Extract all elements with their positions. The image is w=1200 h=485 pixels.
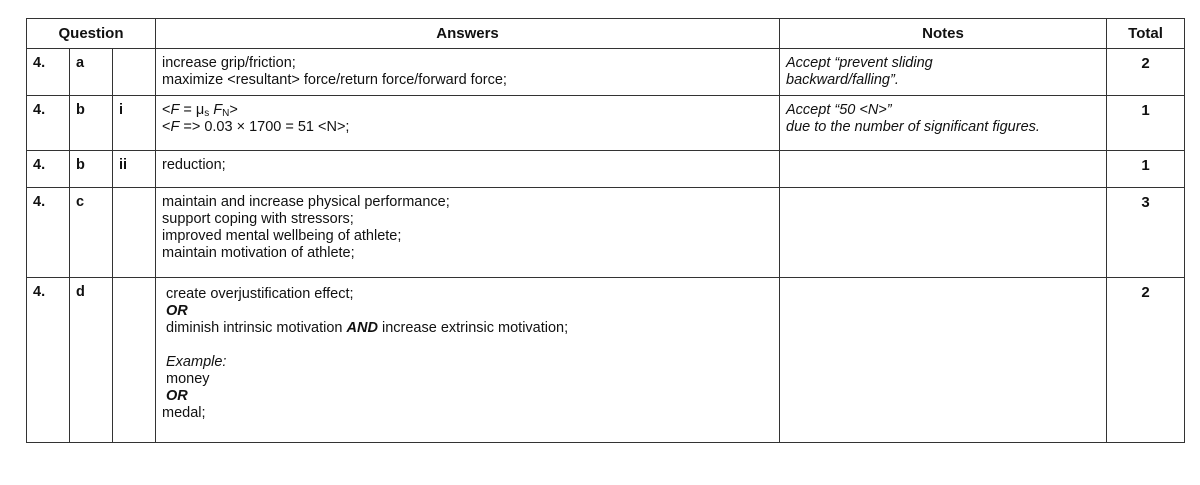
header-answers: Answers — [156, 19, 780, 49]
text: => 0.03 × 1700 = 51 <N>; — [179, 119, 350, 135]
answers-cell — [156, 278, 780, 443]
question-part: b — [70, 151, 113, 188]
note-line: backward/falling”. — [786, 72, 899, 88]
text: = μ — [179, 102, 205, 118]
question-number: 4. — [27, 188, 70, 278]
question-number: 4. — [27, 278, 70, 443]
note-line: Accept “50 <N>” — [786, 102, 892, 118]
answer-line: support coping with stressors; — [162, 211, 354, 227]
or-connector: OR — [166, 303, 188, 319]
total-mark: 1 — [1107, 151, 1185, 188]
table-row — [27, 188, 1185, 278]
question-number: 4. — [27, 96, 70, 151]
answer-line: maintain motivation of athlete; — [162, 245, 355, 261]
note-line: Accept “prevent sliding — [786, 55, 933, 71]
variable-f: F — [170, 119, 180, 135]
answers-cell — [156, 96, 780, 151]
question-part: a — [70, 49, 113, 96]
answer-line: increase grip/friction; — [162, 55, 296, 71]
question-part: c — [70, 188, 113, 278]
text: increase extrinsic motivation; — [377, 320, 569, 336]
question-subpart: i — [113, 96, 156, 151]
total-mark: 3 — [1107, 188, 1185, 278]
markscheme-table — [26, 18, 1185, 443]
or-connector: OR — [166, 388, 188, 404]
notes-cell — [780, 278, 1107, 443]
text: < — [162, 119, 171, 135]
question-part: d — [70, 278, 113, 443]
example-item: medal; — [162, 405, 206, 421]
notes-cell — [780, 49, 1107, 96]
question-subpart: ii — [113, 151, 156, 188]
answers-cell — [156, 151, 780, 188]
answer-line: improved mental wellbeing of athlete; — [162, 228, 402, 244]
answer-line — [162, 320, 773, 337]
question-subpart — [113, 49, 156, 96]
subscript-n: N — [222, 108, 230, 119]
answers-cell — [156, 49, 780, 96]
notes-cell — [780, 96, 1107, 151]
table-row — [27, 49, 1185, 96]
note-line: due to the number of significant figures. — [786, 119, 1040, 135]
text: > — [229, 102, 238, 118]
question-subpart — [113, 188, 156, 278]
table-row — [27, 96, 1185, 151]
example-item: money — [166, 371, 210, 387]
answer-line: reduction; — [162, 157, 226, 173]
text: < — [162, 102, 171, 118]
header-row — [27, 19, 1185, 49]
total-mark: 2 — [1107, 278, 1185, 443]
answer-line: maintain and increase physical performance; — [162, 194, 450, 210]
table-row — [27, 278, 1185, 443]
notes-cell — [780, 188, 1107, 278]
example-label: Example: — [166, 354, 227, 370]
text: diminish intrinsic motivation — [166, 320, 347, 336]
header-notes: Notes — [780, 19, 1107, 49]
total-mark: 2 — [1107, 49, 1185, 96]
table-row — [27, 151, 1185, 188]
header-total: Total — [1107, 19, 1185, 49]
question-part: b — [70, 96, 113, 151]
answer-line: maximize <resultant> force/return force/forward force; — [162, 72, 507, 88]
total-mark: 1 — [1107, 96, 1185, 151]
calculation-line — [162, 119, 773, 136]
answers-cell — [156, 188, 780, 278]
question-number: 4. — [27, 49, 70, 96]
blank-line — [162, 337, 773, 354]
variable-f: F — [170, 102, 180, 118]
answer-line: create overjustification effect; — [166, 286, 354, 302]
and-connector: AND — [346, 320, 378, 336]
question-number: 4. — [27, 151, 70, 188]
question-subpart — [113, 278, 156, 443]
subscript-s: s — [204, 108, 210, 119]
variable-fn: F — [213, 102, 223, 118]
header-question: Question — [27, 19, 156, 49]
notes-cell — [780, 151, 1107, 188]
formula-line — [162, 102, 773, 119]
